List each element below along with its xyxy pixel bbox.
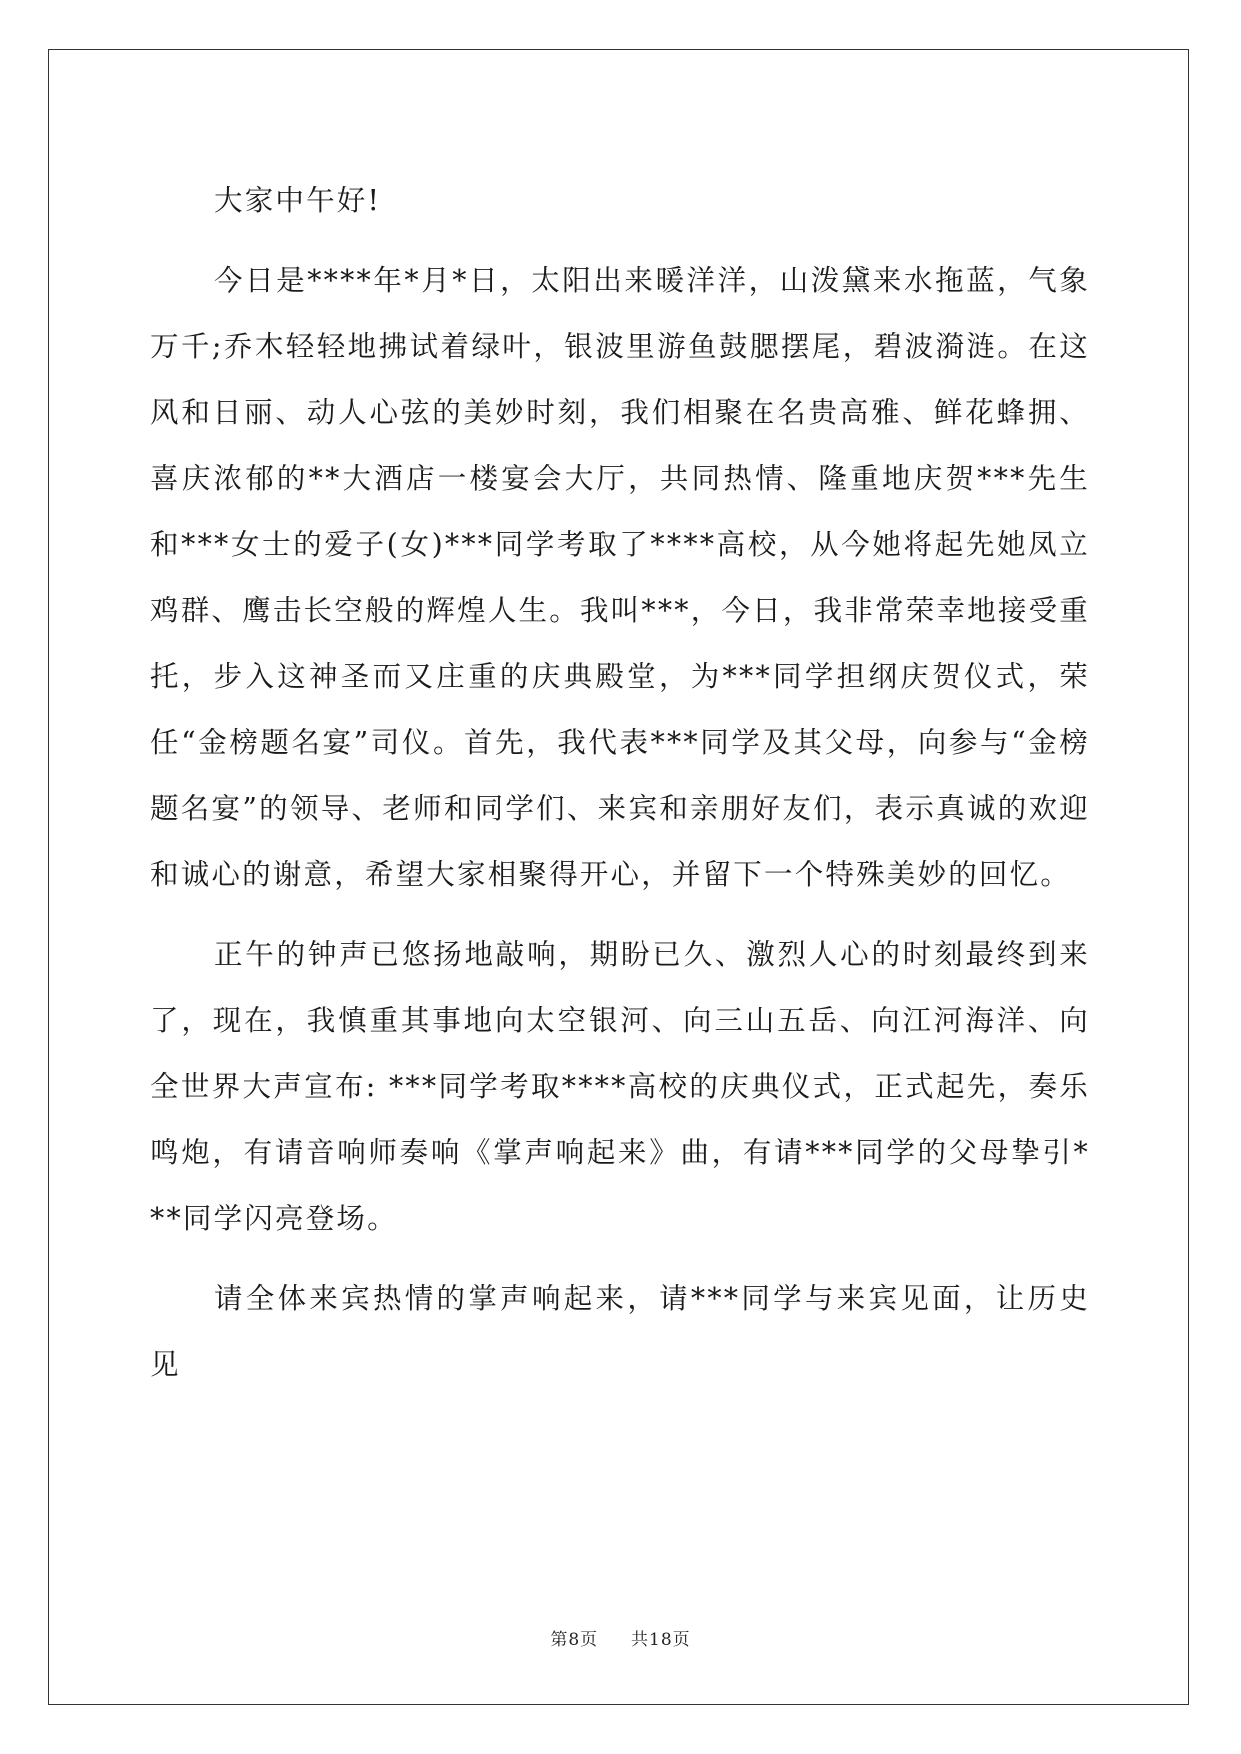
page-number: 第8页 — [550, 1630, 599, 1650]
body-paragraph-2: 正午的钟声已悠扬地敲响，期盼已久、激烈人心的时刻最终到来了，现在，我慎重其事地向太空银河、向三山五岳、向江河海洋、向全世界大声宣布: ***同学考取****高校的庆典仪式，正式起先，奏乐鸣炮，有请音响师奏响《掌声响起来》曲，有请***同学的父母挚引***同学闪亮登场。 — [150, 938, 1090, 1235]
page-total: 共18页 — [631, 1630, 691, 1650]
body-paragraph-3: 请全体来宾热情的掌声响起来，请***同学与来宾见面，让历史见 — [150, 1282, 1090, 1381]
greeting-paragraph: 大家中午好! — [214, 184, 382, 217]
document-body — [150, 168, 1090, 1412]
page-footer — [0, 1625, 1241, 1650]
body-paragraph-1: 今日是****年*月*日，太阳出来暖洋洋，山泼黛来水拖蓝，气象万千;乔木轻轻地拂试着绿叶，银波里游鱼鼓腮摆尾，碧波漪涟。在这风和日丽、动人心弦的美妙时刻，我们相聚在名贵高雅、鲜花蜂拥、喜庆浓郁的**大酒店一楼宴会大厅，共同热情、隆重地庆贺***先生和***女士的爱子(女)***同学考取了****高校，从今她将起先她凤立鸡群、鹰击长空般的辉煌人生。我叫***，今日，我非常荣幸地接受重托，步入这神圣而又庄重的庆典殿堂，为***同学担纲庆贺仪式，荣任“金榜题名宴”司仪。首先，我代表***同学及其父母，向参与“金榜题名宴”的领导、老师和同学们、来宾和亲朋好友们，表示真诚的欢迎和诚心的谢意，希望大家相聚得开心，并留下一个特殊美妙的回忆。 — [150, 264, 1090, 891]
